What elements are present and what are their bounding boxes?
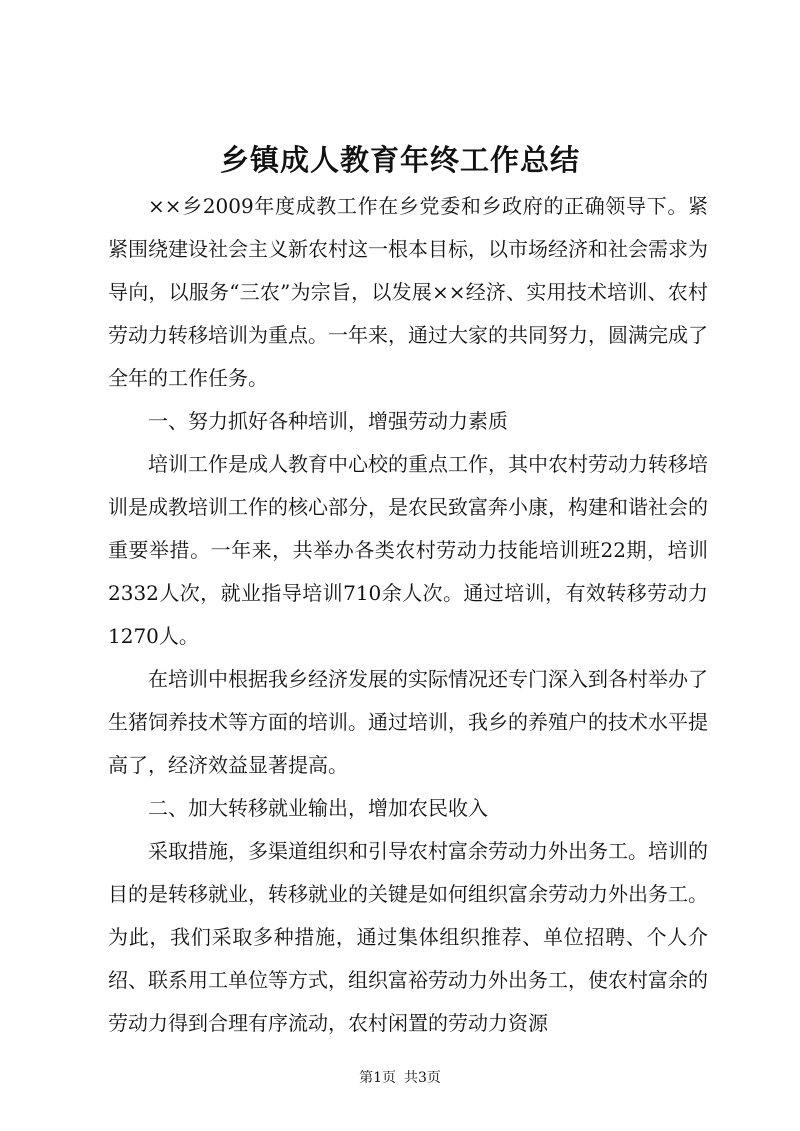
section-heading-1: 一、努力抓好各种培训，增强劳动力素质	[148, 409, 508, 433]
page-footer	[0, 1068, 800, 1088]
paragraph-intro: ××乡2009年度成教工作在乡党委和乡政府的正确领导下。紧紧围绕建设社会主义新农村这一根本目标，以市场经济和社会需求为导向，以服务“三农”为宗旨，以发展××经济、实用技术培训、农村劳动力转移培训为重点。一年来，通过大家的共同努力，圆满完成了全年的工作任务。	[108, 194, 708, 390]
page-total: 共3页	[404, 1070, 441, 1086]
paragraph-training: 培训工作是成人教育中心校的重点工作，其中农村劳动力转移培训是成教培训工作的核心部分，是农民致富奔小康，构建和谐社会的重要举措。一年来，共举办各类农村劳动力技能培训班22期，培训2332人次，就业指导培训710余人次。通过培训，有效转移劳动力1270人。	[108, 452, 708, 648]
section-heading-2: 二、加大转移就业输出，增加农民收入	[148, 796, 488, 820]
document-body	[108, 185, 708, 1045]
paragraph-village-training: 在培训中根据我乡经济发展的实际情况还专门深入到各村举办了生猪饲养技术等方面的培训。通过培训，我乡的养殖户的技术水平提高了，经济效益显著提高。	[108, 667, 708, 777]
document-title: 乡镇成人教育年终工作总结	[219, 143, 580, 177]
paragraph-employment: 采取措施，多渠道组织和引导农村富余劳动力外出务工。培训的目的是转移就业，转移就业的关键是如何组织富余劳动力外出务工。为此，我们采取多种措施，通过集体组织推荐、单位招聘、个人介绍、联系用工单位等方式，组织富裕劳动力外出务工，使农村富余的劳动力得到合理有序流动，农村闲置的劳动力资源	[108, 839, 708, 1035]
page-number: 第1页	[359, 1070, 396, 1086]
